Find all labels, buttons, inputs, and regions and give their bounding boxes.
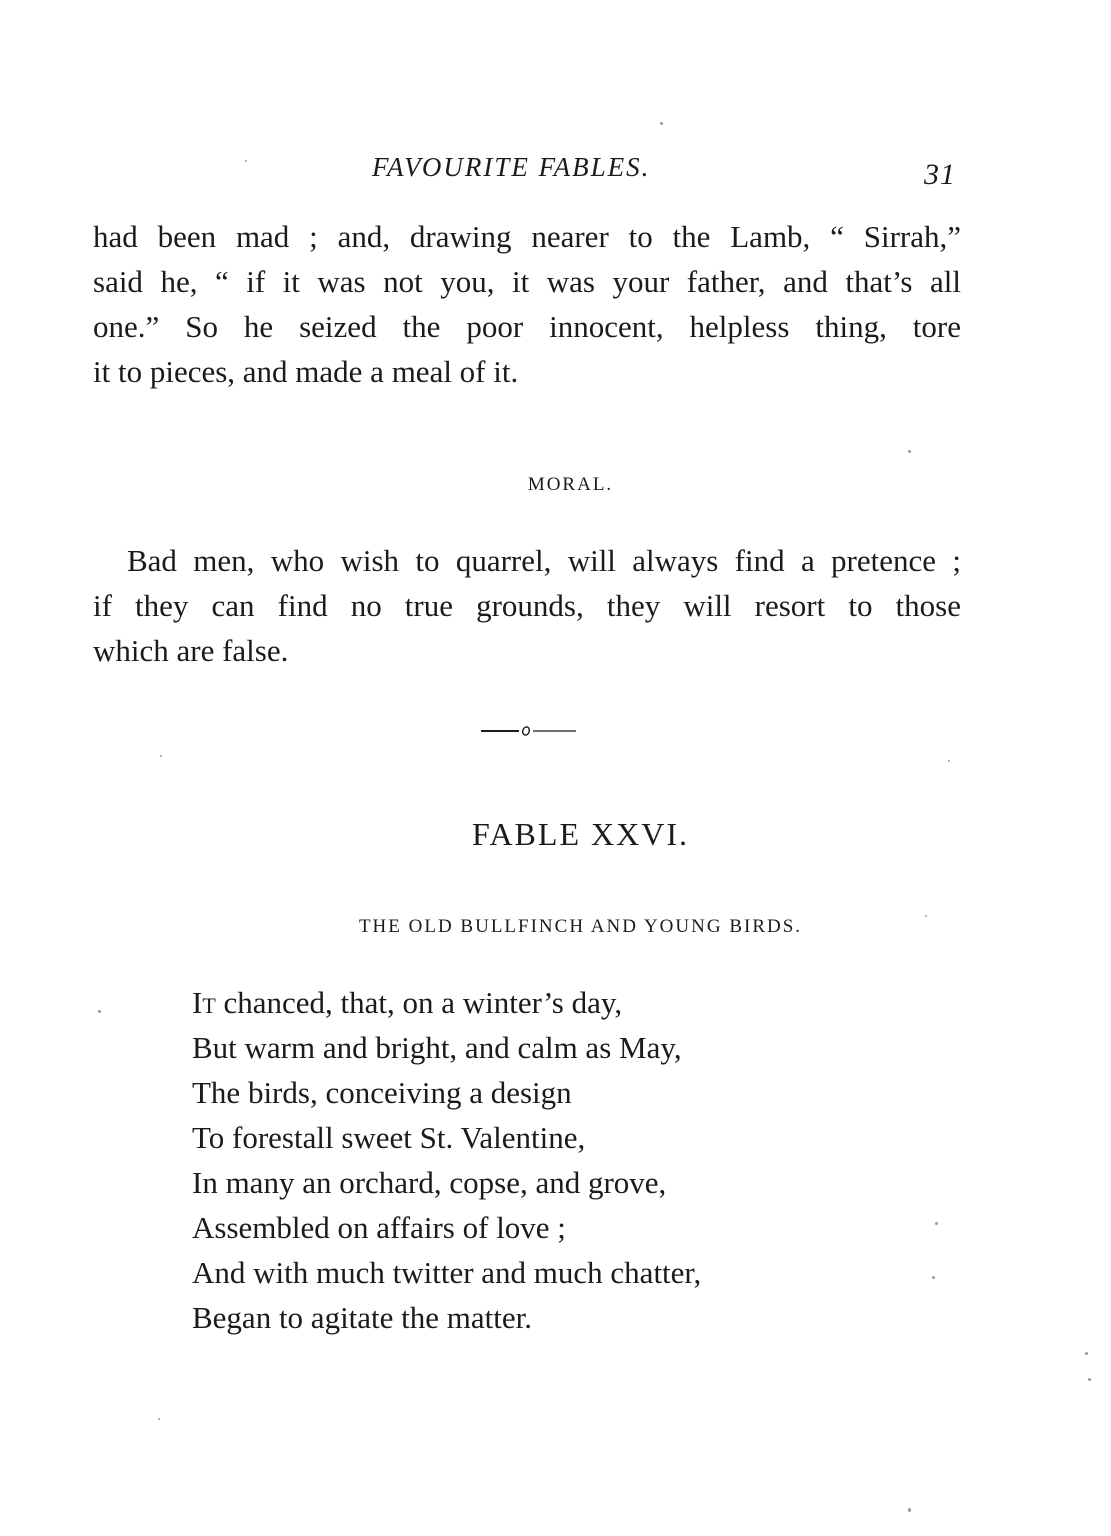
- paragraph-line: said he, “ if it was not you, it was your father, and that’s all: [93, 264, 961, 299]
- poem-line: But warm and bright, and calm as May,: [192, 1030, 682, 1065]
- poem-line: [192, 980, 701, 1025]
- poem-line: Assembled on affairs of love ;: [192, 1210, 566, 1245]
- paper-speck: [932, 1276, 935, 1279]
- moral-line: which are false.: [93, 633, 289, 668]
- paper-speck: [98, 1010, 101, 1013]
- moral-paragraph: [93, 538, 961, 673]
- paper-speck: [908, 450, 911, 453]
- page-number: 31: [924, 158, 956, 191]
- paragraph-line: had been mad ; and, drawing nearer to the Lamb, “ Sirrah,”: [93, 219, 961, 254]
- paper-speck: [948, 760, 950, 762]
- poem-first-line-rest: chanced, that, on a winter’s day,: [215, 985, 623, 1020]
- paper-speck: [1085, 1352, 1088, 1355]
- poem: [192, 980, 701, 1340]
- poem-line: Began to agitate the matter.: [192, 1300, 533, 1335]
- poem-initial-small-caps: It: [192, 985, 216, 1020]
- paper-speck: [1088, 1378, 1091, 1381]
- paragraph-line: it to pieces, and made a meal of it.: [93, 354, 519, 389]
- fable-title: FABLE XXVI.: [472, 816, 689, 852]
- running-title: FAVOURITE FABLES.: [372, 152, 651, 182]
- paper-speck: [935, 1222, 938, 1225]
- continuation-paragraph: [93, 214, 961, 394]
- running-head: [0, 150, 1111, 190]
- moral-line: if they can find no true grounds, they will resort to those: [93, 588, 961, 623]
- paper-speck: [158, 1418, 160, 1420]
- poem-line: And with much twitter and much chatter,: [192, 1255, 702, 1290]
- moral-line: Bad men, who wish to quarrel, will always find a pretence ;: [127, 543, 961, 578]
- paper-speck: [160, 755, 162, 757]
- fable-subtitle: THE OLD BULLFINCH AND YOUNG BIRDS.: [358, 916, 803, 937]
- poem-line: To forestall sweet St. Valentine,: [192, 1120, 586, 1155]
- poem-line: In many an orchard, copse, and grove,: [192, 1165, 667, 1200]
- paper-speck: [908, 1508, 911, 1512]
- paper-speck: [245, 160, 247, 162]
- ornamental-rule-icon: [479, 720, 579, 740]
- paper-speck: [660, 122, 663, 125]
- paper-speck: [925, 915, 927, 917]
- paragraph-line: one.” So he seized the poor innocent, helpless thing, tore: [93, 309, 961, 344]
- poem-line: The birds, conceiving a design: [192, 1075, 572, 1110]
- moral-heading: MORAL.: [527, 474, 614, 495]
